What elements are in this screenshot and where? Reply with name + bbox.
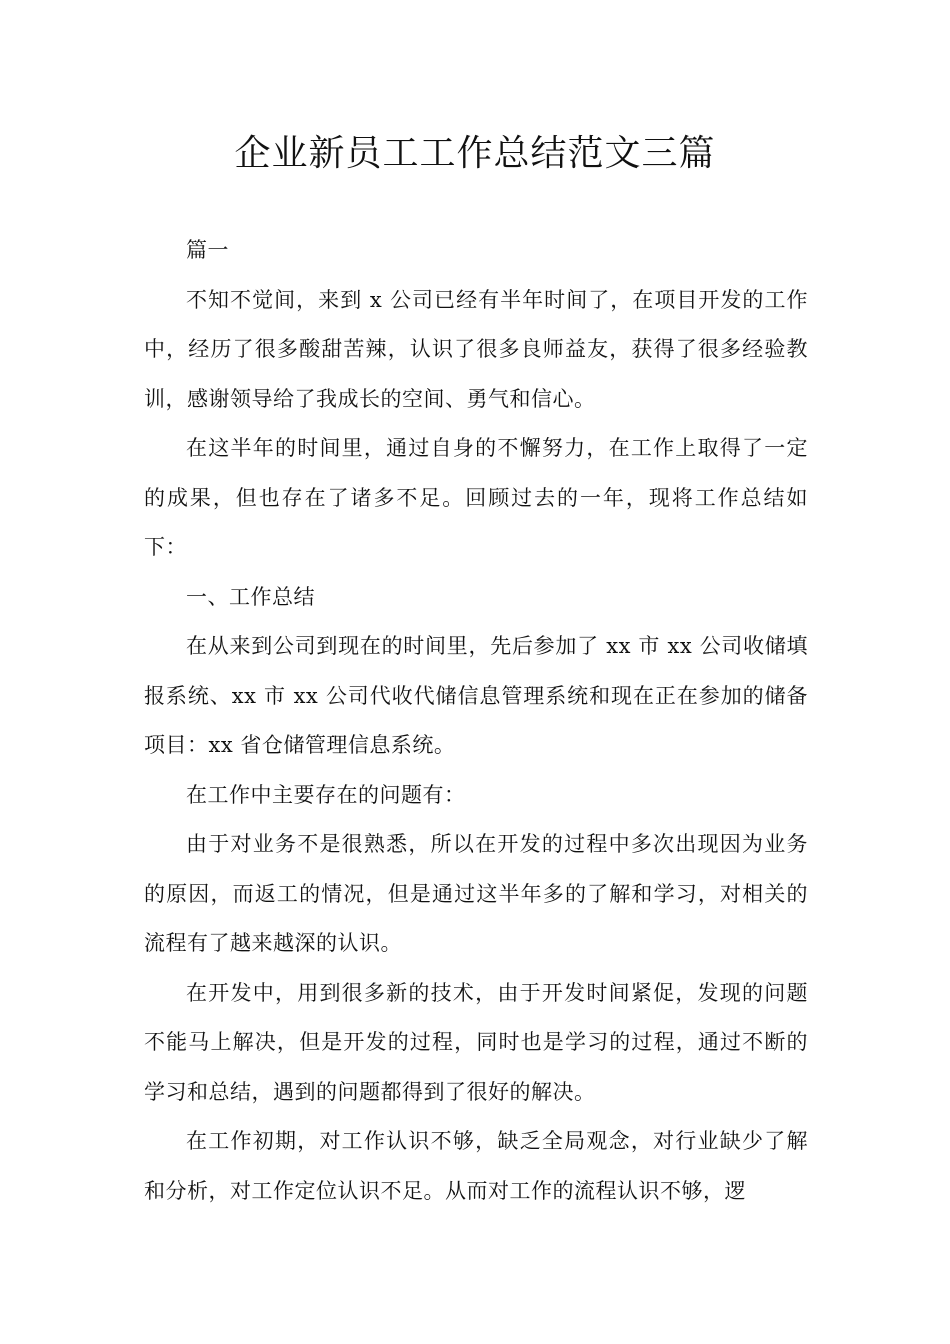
document-title: 企业新员工工作总结范文三篇 bbox=[234, 133, 716, 174]
paragraph-business-familiarity: 由于对业务不是很熟悉，所以在开发的过程中多次出现因为业务的原因，而返工的情况，但是通过这半年多的了解和学习，对相关的流程有了越来越深的认识。 bbox=[144, 832, 808, 955]
paragraph-projects: 在从来到公司到现在的时间里，先后参加了 xx 市 xx 公司收储填报系统、xx 市 xx 公司代收代储信息管理系统和现在正在参加的储备项目：xx 省仓储管理信息系统。 bbox=[144, 634, 808, 757]
paragraph-intro: 不知不觉间，来到 x 公司已经有半年时间了，在项目开发的工作中，经历了很多酸甜苦辣，认识了很多良师益友，获得了很多经验教训，感谢领导给了我成长的空间、勇气和信心。 bbox=[144, 287, 808, 411]
document-body bbox=[144, 226, 808, 1216]
section-heading-work-summary: 一、工作总结 bbox=[186, 584, 315, 609]
paragraph-early-work: 在工作初期，对工作认识不够，缺乏全局观念，对行业缺少了解和分析，对工作定位认识不足。从而对工作的流程认识不够，逻 bbox=[144, 1129, 808, 1203]
paragraph-overview: 在这半年的时间里，通过自身的不懈努力，在工作上取得了一定的成果，但也存在了诸多不足。回顾过去的一年，现将工作总结如下： bbox=[144, 436, 808, 559]
paragraph-new-technology: 在开发中，用到很多新的技术，由于开发时间紧促，发现的问题不能马上解决，但是开发的过程，同时也是学习的过程，通过不断的学习和总结，遇到的问题都得到了很好的解决。 bbox=[144, 980, 808, 1104]
section-heading-part-one: 篇一 bbox=[186, 238, 229, 262]
paragraph-problems-heading: 在工作中主要存在的问题有： bbox=[186, 782, 466, 807]
